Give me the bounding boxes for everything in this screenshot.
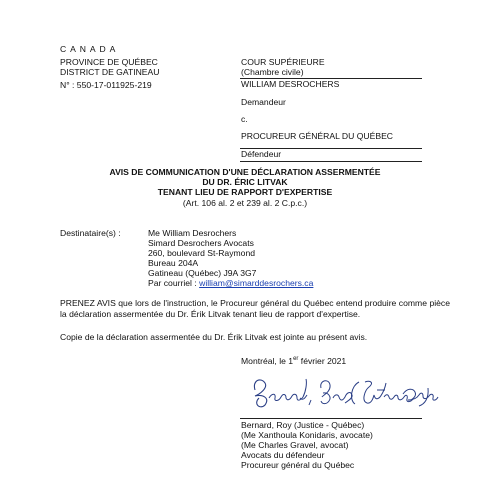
- province-label: PROVINCE DE QUÉBEC: [60, 57, 158, 67]
- recipient-street: 260, boulevard St-Raymond: [148, 248, 256, 258]
- versus-label: c.: [241, 114, 248, 124]
- recipient-name: Me William Desrochers: [148, 228, 237, 238]
- copy-paragraph: Copie de la déclaration assermentée du Dr. Érik Litvak est jointe au présent avis.: [60, 332, 368, 342]
- file-number: N° : 550-17-011925-219: [60, 80, 152, 90]
- court-name: COUR SUPÉRIEURE: [241, 57, 325, 67]
- recipient-firm: Simard Desrochers Avocats: [148, 238, 254, 248]
- signature-rule: [240, 418, 422, 419]
- recipient-city: Gatineau (Québec) J9A 3G7: [148, 268, 257, 278]
- signature-line1: Bernard, Roy (Justice - Québec): [241, 420, 365, 430]
- defendant-role: Défendeur: [241, 149, 282, 159]
- district-label: DISTRICT DE GATINEAU: [60, 67, 160, 77]
- plaintiff-role: Demandeur: [241, 97, 286, 107]
- country-label: C A N A D A: [60, 44, 117, 54]
- date-superscript: er: [293, 356, 299, 362]
- document-title-line3: TENANT LIEU DE RAPPORT D'EXPERTISE: [157, 187, 333, 197]
- document-title-line2: DU DR. ÉRIC LITVAK: [202, 177, 288, 187]
- signature-line3: (Me Charles Gravel, avocat): [241, 440, 349, 450]
- handwritten-signature: [243, 368, 443, 414]
- recipient-suite: Bureau 204A: [148, 258, 199, 268]
- header-bottom-rule: [240, 161, 422, 162]
- date-suffix: février 2021: [298, 355, 347, 366]
- chamber-name: (Chambre civile): [241, 67, 304, 77]
- signature-line5: Procureur général du Québec: [241, 460, 355, 470]
- recipient-email-link[interactable]: william@simarddesrochers.ca: [199, 278, 314, 288]
- signature-line4: Avocats du défendeur: [241, 450, 325, 460]
- plaintiff-name: WILLIAM DESROCHERS: [241, 79, 340, 89]
- notice-paragraph: PRENEZ AVIS que lors de l'instruction, le Procureur général du Québec entend produire comme pièce la déclaration assermentée du Dr. Érik Litvak tenant lieu de rapport d'expertise.: [60, 298, 450, 319]
- date-prefix: Montréal, le 1: [241, 355, 294, 366]
- signature-line2: (Me Xanthoula Konidaris, avocate): [241, 430, 373, 440]
- recipient-email-line: [148, 278, 313, 289]
- recipient-label: Destinataire(s) :: [60, 228, 121, 238]
- document-title-line4: (Art. 106 al. 2 et 239 al. 2 C.p.c.): [182, 198, 308, 208]
- defendant-name: PROCUREUR GÉNÉRAL DU QUÉBEC: [241, 131, 394, 141]
- date-line: [241, 354, 346, 367]
- document-title-line1: AVIS DE COMMUNICATION D'UNE DÉCLARATION ASSERMENTÉE: [109, 167, 381, 177]
- email-prefix: Par courriel :: [148, 278, 200, 288]
